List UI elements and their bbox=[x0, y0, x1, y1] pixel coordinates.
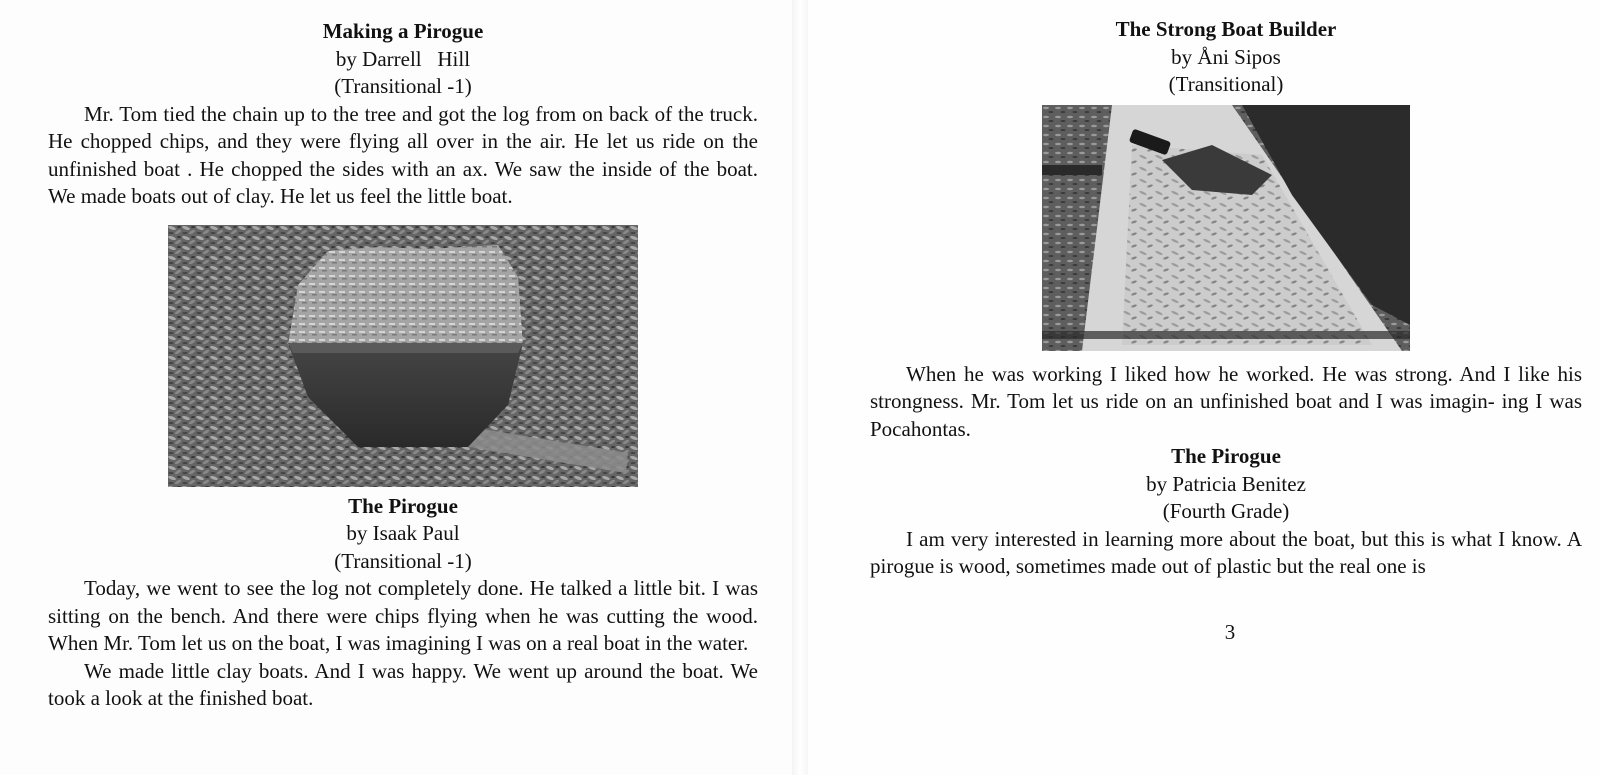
story-paragraph: I am very interested in learning more about the boat, but this is what I know. A pirogue is wood, sometimes made out of plastic but the real one is bbox=[870, 526, 1582, 578]
story-author-patricia-benitez: by Patricia Benitez bbox=[1146, 471, 1306, 496]
story-paragraph: Today, we went to see the log not completely done. He talked a little bit. I was sitting on the bench. And there were chips flying when he was cutting the wood. When Mr. Tom let us on the boat, I was imagining I was on a real boat in the water. bbox=[48, 576, 758, 655]
boat-builder-image bbox=[1042, 105, 1410, 351]
story-grade: (Transitional -1) bbox=[334, 74, 472, 98]
story-paragraph: We made little clay boats. And I was happy. We went up around the boat. We took a look at the finished boat. bbox=[48, 658, 758, 710]
story-grade: (Transitional) bbox=[1168, 72, 1284, 96]
pirogue-log-image bbox=[168, 225, 638, 487]
story-title-the-strong-boat-builder: The Strong Boat Builder bbox=[1115, 17, 1337, 41]
photo-pirogue-log bbox=[168, 225, 638, 487]
left-column bbox=[48, 18, 758, 713]
story-paragraph: When he was working I liked how he worked. He was strong. And I like his strongness. Mr. Tom let us ride on an unfinished boat and I was imagin- ing I was Pocahontas. bbox=[870, 361, 1582, 441]
story-grade: (Transitional -1) bbox=[334, 548, 472, 573]
story-title-the-pirogue: The Pirogue bbox=[348, 493, 458, 518]
page-number: 3 bbox=[1224, 620, 1236, 644]
story-author-ani-sipos: by Åni Sipos bbox=[1171, 44, 1281, 69]
story-author-isaak-paul: by Isaak Paul bbox=[346, 521, 460, 545]
story-title-making-a-pirogue: Making a Pirogue bbox=[322, 19, 484, 43]
photo-boat-builder bbox=[1042, 105, 1410, 351]
story-author-darrell-hill: by Darrell Hill bbox=[335, 46, 471, 71]
story-title-the-pirogue: The Pirogue bbox=[1171, 444, 1281, 468]
right-column bbox=[870, 16, 1582, 581]
story-grade: (Fourth Grade) bbox=[1162, 499, 1290, 523]
book-gutter bbox=[792, 0, 808, 775]
story-paragraph: Mr. Tom tied the chain up to the tree and got the log from on back of the truck. He chopped chips, and they were flying all over in the air. He let us ride on the unfinished boat . He chopped the sides with an ax. We saw the inside of the boat. We made boats out of clay. He let us feel the little boat. bbox=[48, 101, 758, 208]
